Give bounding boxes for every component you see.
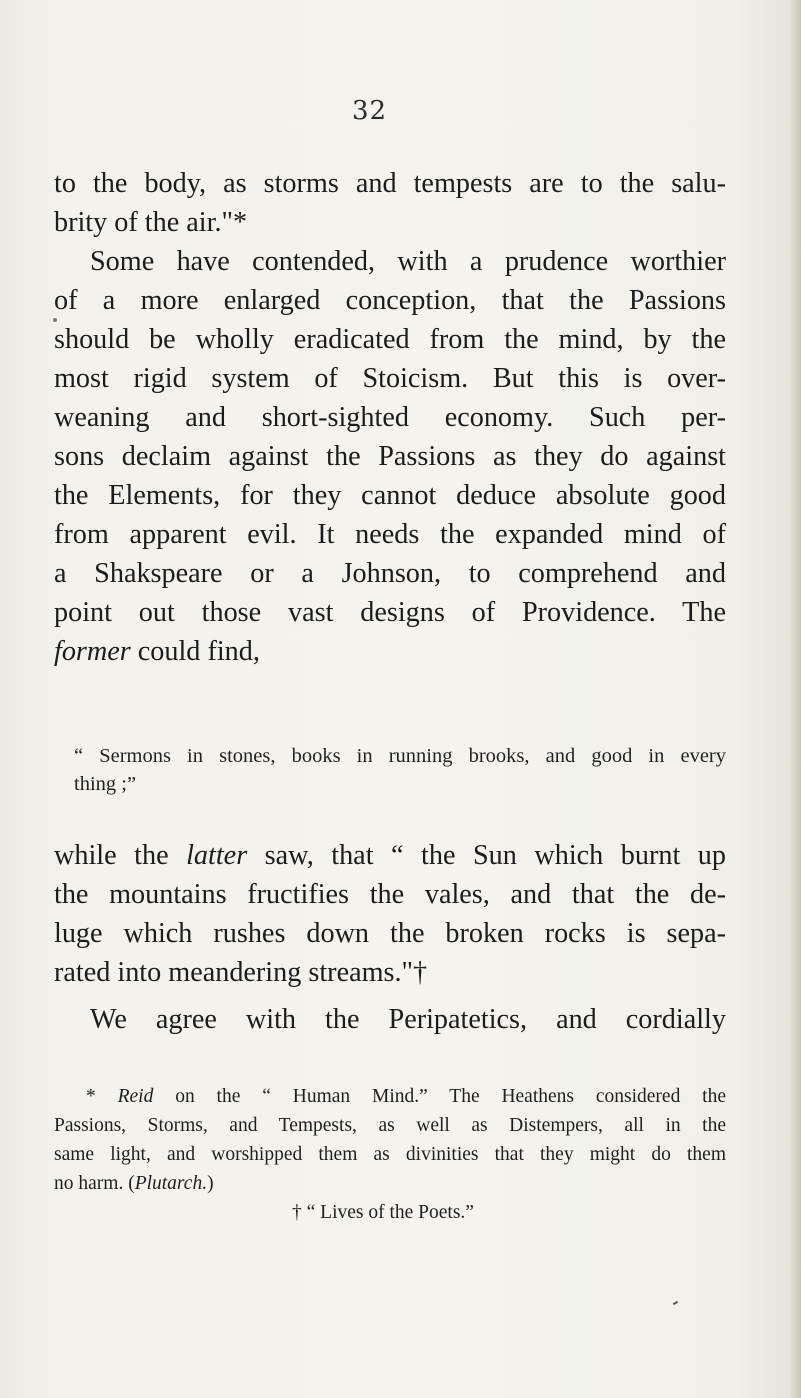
ink-speck <box>53 318 57 322</box>
text-span: ) <box>207 1173 214 1194</box>
footnote-line <box>54 1082 726 1111</box>
text-line: rated into meandering streams."† <box>54 957 428 988</box>
text-span: on the “ Human Mind.” The Heathens considered the <box>153 1086 726 1107</box>
footnote-marker: * <box>86 1086 118 1107</box>
paragraph-latter <box>54 836 726 992</box>
text-line: of a more enlarged conception, that the Passions <box>54 285 726 316</box>
text-line <box>54 632 726 671</box>
text-line: the Elements, for they cannot deduce absolute good <box>54 480 726 511</box>
text-span: saw, that “ the Sun which burnt up <box>247 840 726 871</box>
text-line: luge which rushes down the broken rocks is sepa- <box>54 918 726 949</box>
paragraph-passions <box>54 242 726 671</box>
footnote-line: same light, and worshipped them as divinities that they might do them <box>54 1144 726 1165</box>
text-line: We agree with the Peripatetics, and cordially <box>90 1004 726 1035</box>
text-line: point out those vast designs of Providence. The <box>54 597 726 628</box>
text-line: brity of the air."* <box>54 207 248 238</box>
text-line: sons declaim against the Passions as they do against <box>54 441 726 472</box>
text-line <box>54 836 726 875</box>
text-line: weaning and short-sighted economy. Such per- <box>54 402 726 433</box>
text-span: no harm. ( <box>54 1173 135 1194</box>
footnote-line <box>54 1169 726 1198</box>
italic-word: latter <box>186 840 248 871</box>
paragraph-peripatetics <box>54 1000 726 1039</box>
text-line: the mountains fructifies the vales, and that the de- <box>54 879 726 910</box>
text-line: to the body, as storms and tempests are to the salu- <box>54 168 726 199</box>
footnote-line: Passions, Storms, and Tempests, as well as Distempers, all in the <box>54 1115 726 1136</box>
quote-line: thing ;” <box>74 773 137 795</box>
ink-mark <box>673 1301 678 1305</box>
italic-word: former <box>54 636 131 667</box>
block-quote <box>74 742 726 798</box>
text-line: should be wholly eradicated from the mind, by the <box>54 324 726 355</box>
text-line: from apparent evil. It needs the expanded mind of <box>54 519 726 550</box>
quote-line: “ Sermons in stones, books in running brooks, and good in every <box>74 745 726 767</box>
italic-word: Plutarch. <box>134 1173 208 1194</box>
text-line: Some have contended, with a prudence worthier <box>90 246 726 277</box>
page-edge-shadow <box>789 0 801 1398</box>
page-number: 32 <box>352 96 388 126</box>
text-line: most rigid system of Stoicism. But this is over- <box>54 363 726 394</box>
text-line: a Shakspeare or a Johnson, to comprehend and <box>54 558 726 589</box>
paragraph-continuation <box>54 164 726 242</box>
text-span: while the <box>54 840 187 871</box>
text-span: could find, <box>130 636 260 667</box>
italic-word: Reid <box>117 1086 154 1107</box>
footnote-line: † “ Lives of the Poets.” <box>292 1202 474 1223</box>
footnotes <box>54 1082 726 1227</box>
